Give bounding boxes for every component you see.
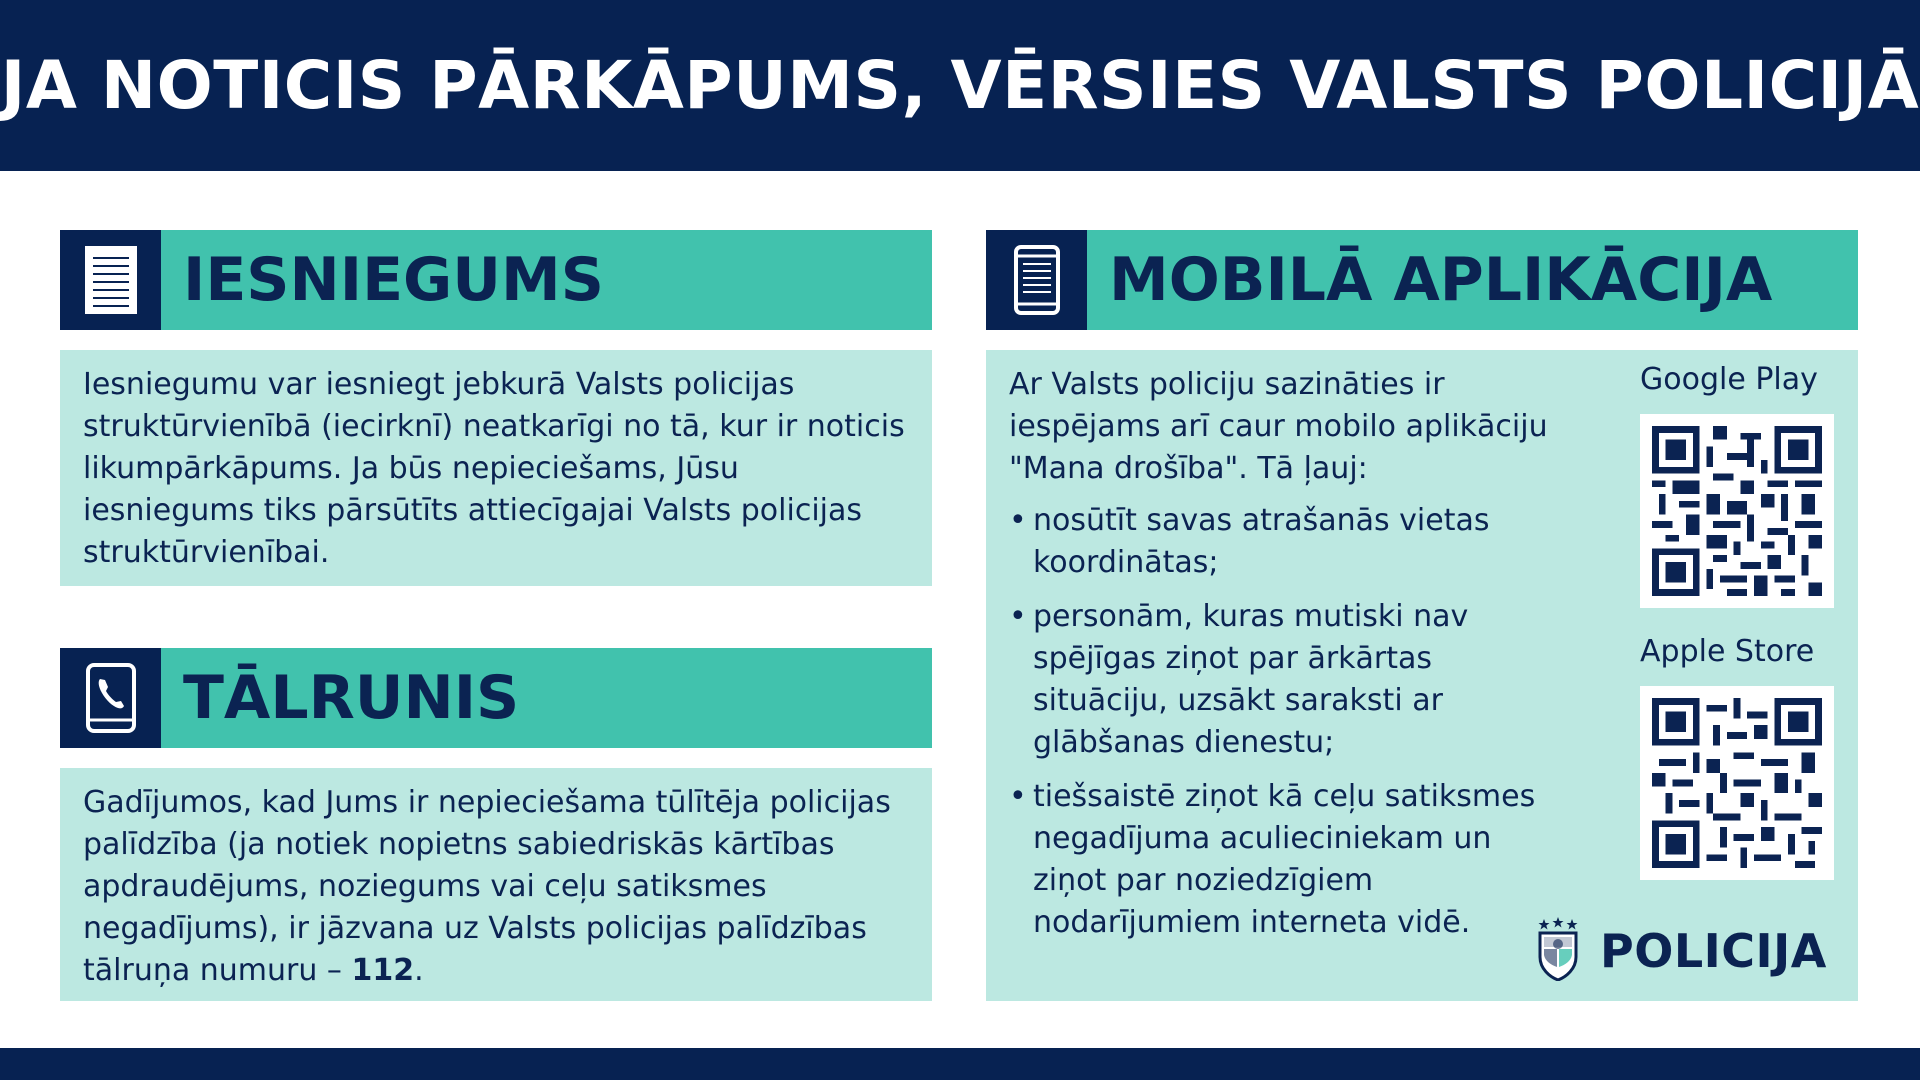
iesniegums-text: Iesniegumu var iesniegt jebkurā Valsts policijas struktūrvienībā (iecirknī) neatkarīgi no tā, kur ir noticis likumpārkāpums. Ja būs nepieciešams, Jūsu iesniegums tiks pārsūtīts attiecīgajai Valsts policijas struktūrvienībai. <box>83 367 905 570</box>
qr-code-apple-store[interactable] <box>1640 686 1834 880</box>
tablet-icon <box>986 230 1087 330</box>
section-header-mobila <box>986 230 1858 330</box>
brand-logo <box>1536 917 1827 985</box>
qr-code-google-play[interactable] <box>1640 414 1834 608</box>
mobila-bullet-list <box>1009 500 1549 944</box>
list-item: • personām, kuras mutiski nav spējīgas ziņot par ārkārtas situāciju, uzsākt saraksti ar glābšanas dienestu; <box>1009 596 1549 764</box>
page-title: JA NOTICIS PĀRKĀPUMS, VĒRSIES VALSTS POLICIJĀ <box>0 47 1920 124</box>
section-title-mobila: MOBILĀ APLIKĀCIJA <box>1109 245 1773 315</box>
brand-name: POLICIJA <box>1600 924 1827 978</box>
section-header-talrunis <box>60 648 932 748</box>
list-item: • nosūtīt savas atrašanās vietas koordinātas; <box>1009 500 1549 584</box>
section-header-iesniegums <box>60 230 932 330</box>
talrunis-text: Gadījumos, kad Jums ir nepieciešama tūlītēja policijas palīdzība (ja notiek nopietns sabiedriskās kārtības apdraudējums, noziegums vai ceļu satiksmes negadījums), ir jāzvana uz Valsts policijas palīdzības tālruņa numuru – 112. <box>83 785 891 988</box>
emergency-number: 112 <box>351 953 415 988</box>
section-title-talrunis: TĀLRUNIS <box>183 663 520 733</box>
panel-talrunis <box>60 768 932 1001</box>
panel-iesniegums <box>60 350 932 586</box>
top-banner <box>0 0 1920 171</box>
phone-icon <box>60 648 161 748</box>
document-icon <box>60 230 161 330</box>
section-title-iesniegums: IESNIEGUMS <box>183 245 604 315</box>
qr-label-google-play: Google Play <box>1640 362 1818 397</box>
bottom-bar <box>0 1048 1920 1080</box>
mobila-content <box>1009 364 1549 944</box>
mobila-intro: Ar Valsts policiju sazināties ir iespējams arī caur mobilo aplikāciju "Mana drošība". Tā ļauj: <box>1009 367 1548 486</box>
list-item: • tiešsaistē ziņot kā ceļu satiksmes negadījuma aculieciniekam un ziņot par noziedzīgiem nodarījumiem interneta vidē. <box>1009 776 1549 944</box>
police-crest-icon <box>1536 917 1580 985</box>
qr-label-apple-store: Apple Store <box>1640 634 1815 669</box>
